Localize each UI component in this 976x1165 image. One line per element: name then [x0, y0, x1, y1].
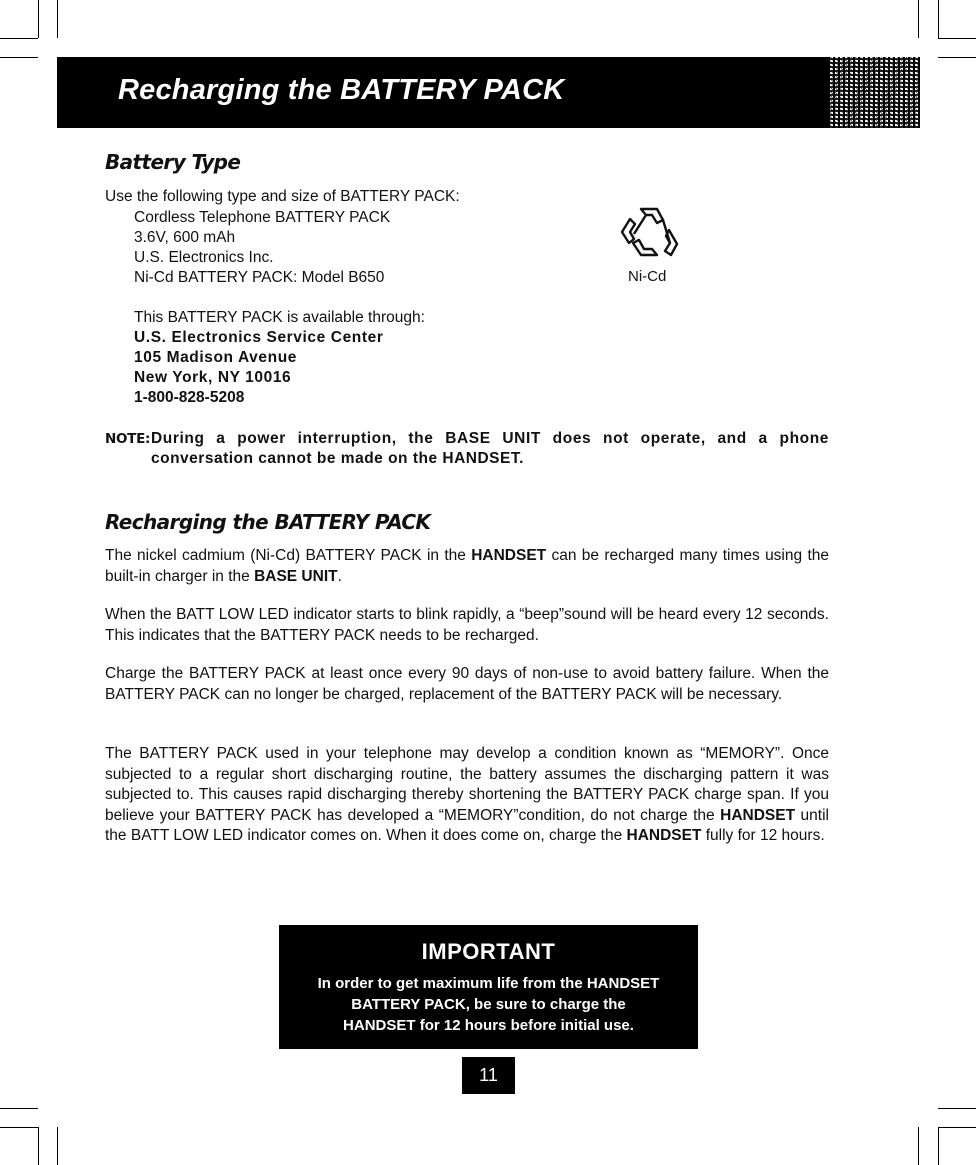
crop-mark	[918, 0, 919, 38]
service-center-line: 1-800-828-5208	[134, 389, 245, 406]
paragraph: When the BATT LOW LED indicator starts to blink rapidly, a “beep”sound will be heard every 12 seconds. This indicates that the BATTERY PACK needs to be recharged.	[105, 606, 829, 644]
crop-mark	[0, 1108, 38, 1109]
crop-mark	[938, 1127, 976, 1128]
spec-line: Ni-Cd BATTERY PACK: Model B650	[134, 269, 385, 286]
page-title: Recharging the BATTERY PACK	[118, 74, 565, 106]
text-run: can be recharged many times using the built-in charger in the	[105, 547, 829, 585]
battery-type-heading: Battery Type	[105, 150, 241, 174]
important-title: IMPORTANT	[421, 939, 556, 964]
service-center-line: New York, NY 10016	[134, 369, 292, 386]
battery-intro: Use the following type and size of BATTERY PACK:	[105, 188, 460, 205]
crop-mark	[0, 38, 38, 39]
note-label: NOTE:	[105, 431, 151, 447]
crop-mark	[938, 1127, 939, 1165]
header-pattern	[828, 57, 920, 128]
important-text	[289, 973, 688, 1036]
spec-line: Cordless Telephone BATTERY PACK	[134, 209, 391, 226]
text-run: HANDSET	[720, 806, 796, 824]
note-text: conversation cannot be made on the HANDSET.	[151, 450, 524, 467]
paragraph: Charge the BATTERY PACK at least once every 90 days of non-use to avoid battery failure. When the BATTERY PACK can no longer be charged, replacement of the BATTERY PACK will be necessary.	[105, 665, 829, 703]
crop-mark	[0, 1127, 38, 1128]
crop-mark	[38, 1127, 39, 1165]
crop-mark	[938, 57, 976, 58]
text-run: The BATTERY PACK used in your telephone may develop a condition known as “MEMORY”. Once subjected to a regular short discharging routine, the battery assumes the discharging pattern it was subjected to. This causes rapid discharging thereby shortening the BATTERY PACK charge span. If you believe your BATTERY PACK has developed a “MEMORY”condition, do not charge the	[105, 745, 829, 824]
crop-mark	[938, 38, 976, 39]
page-number: 11	[462, 1057, 515, 1094]
crop-mark	[57, 0, 58, 38]
recycle-icon	[619, 203, 679, 261]
recycle-label: Ni-Cd	[628, 268, 667, 285]
note-text: During a power interruption, the BASE UNIT does not operate, and a phone	[151, 430, 829, 447]
paragraph	[105, 546, 829, 587]
paragraph	[105, 744, 829, 847]
text-run: HANDSET	[471, 547, 547, 564]
crop-mark	[57, 1127, 58, 1165]
spec-line: 3.6V, 600 mAh	[134, 229, 236, 246]
crop-mark	[938, 1108, 976, 1109]
text-run: HANDSET	[626, 827, 702, 844]
text-run: The nickel cadmium (Ni-Cd) BATTERY PACK in the	[105, 547, 472, 564]
text-run: BASE UNIT	[254, 567, 338, 585]
available-through: This BATTERY PACK is available through:	[134, 309, 425, 326]
recharging-heading: Recharging the BATTERY PACK	[105, 510, 431, 534]
important-line: In order to get maximum life from the HANDSET	[317, 975, 660, 992]
crop-mark	[938, 0, 939, 38]
important-line: BATTERY PACK, be sure to charge the	[351, 996, 626, 1013]
text-run: .	[337, 567, 342, 585]
crop-mark	[918, 1127, 919, 1165]
important-line: HANDSET for 12 hours before initial use.	[343, 1017, 634, 1034]
service-center-line: U.S. Electronics Service Center	[134, 329, 384, 346]
crop-mark	[38, 0, 39, 38]
service-center-line: 105 Madison Avenue	[134, 349, 297, 366]
crop-mark	[0, 57, 38, 58]
text-run: fully for 12 hours.	[701, 827, 825, 844]
text-run: until the BATT LOW LED indicator comes on. When it does come on, charge the	[105, 806, 829, 844]
important-box	[279, 925, 698, 1049]
spec-line: U.S. Electronics Inc.	[134, 249, 274, 266]
